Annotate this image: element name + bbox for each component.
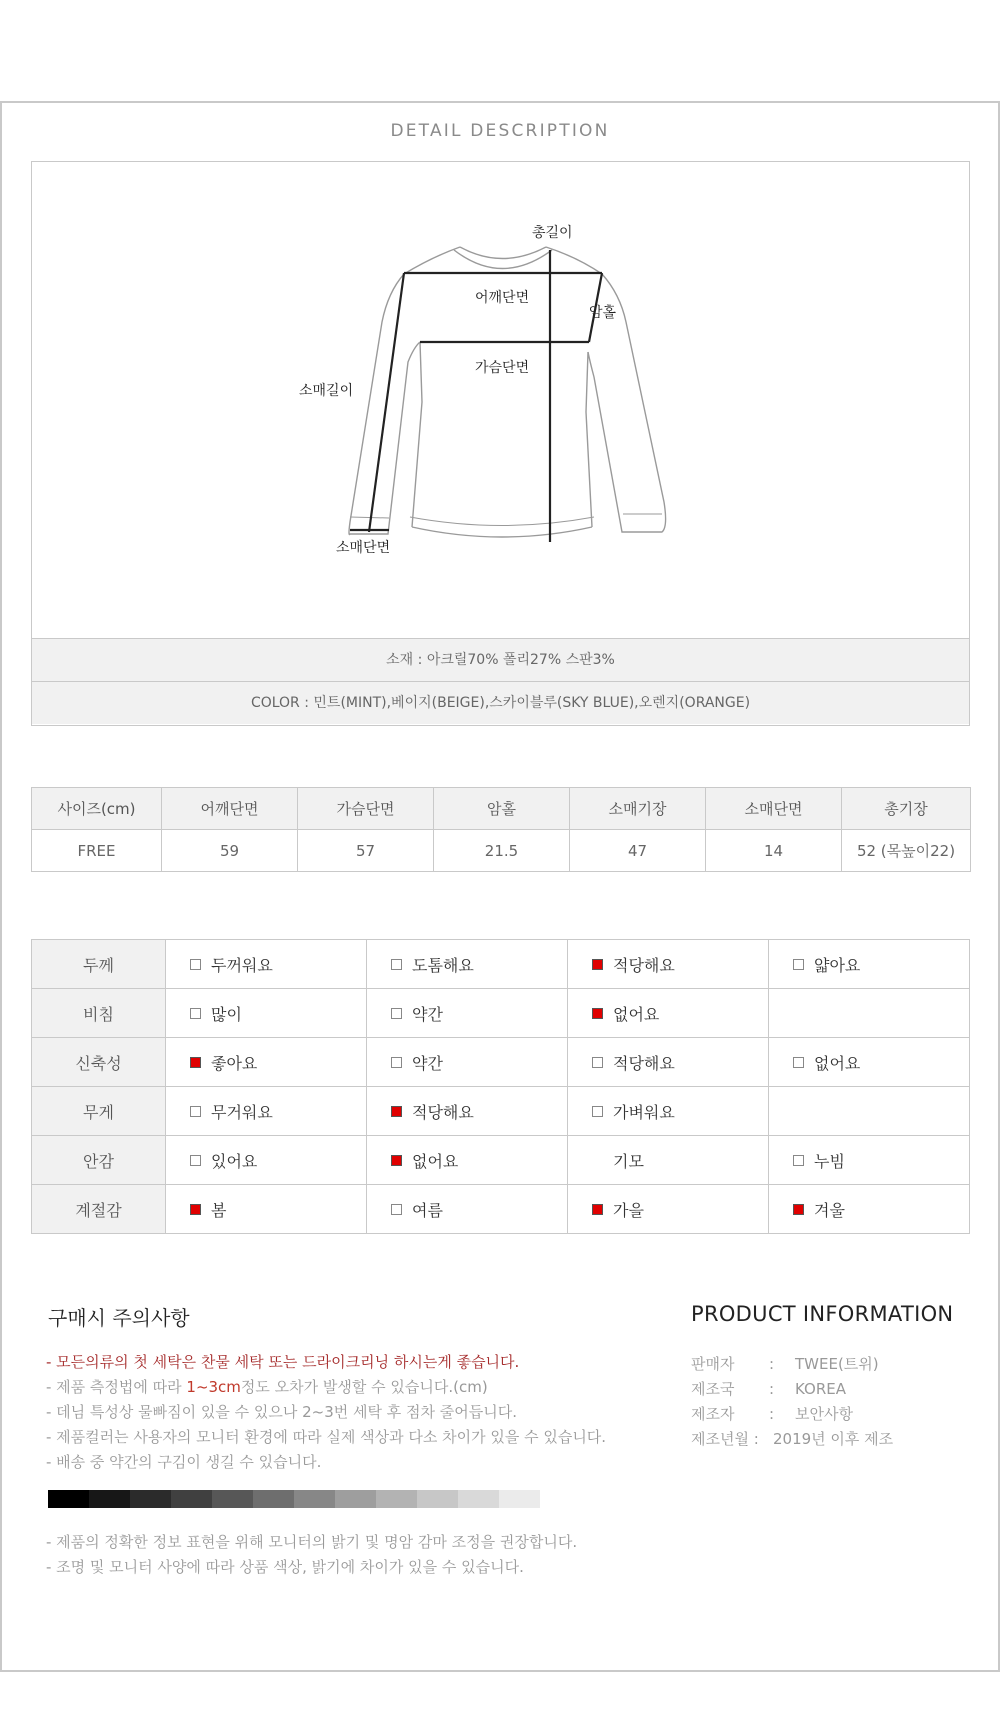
info-key: 제조자 [691,1405,735,1423]
size-cell: 47 [570,830,706,872]
notice-line: - 모든의류의 첫 세탁은 찬물 세탁 또는 드라이크리닝 하시는게 좋습니다. [46,1353,520,1371]
info-sep: : [769,1355,775,1373]
feel-option-label: 가을 [613,1200,644,1220]
feel-option[interactable] [367,1185,568,1234]
checkbox-icon[interactable] [391,1204,402,1215]
feel-option[interactable] [769,1136,970,1185]
product-info-list [691,1352,893,1452]
feel-option[interactable] [166,1136,367,1185]
feel-option-label: 누빔 [814,1151,845,1171]
checkbox-icon[interactable] [190,1155,201,1166]
notice-line: - 데님 특성상 물빠짐이 있을 수 있으나 2~3번 세탁 후 점차 줄어듭니다. [46,1403,518,1421]
checkbox-checked-icon[interactable] [592,959,603,970]
feel-option[interactable] [166,1185,367,1234]
feel-option-label: 약간 [412,1053,443,1073]
size-header-cell: 암홀 [434,788,570,830]
feel-option[interactable] [769,1038,970,1087]
feel-option[interactable] [166,1038,367,1087]
checkbox-icon[interactable] [190,1008,201,1019]
feel-option-label: 없어요 [412,1151,459,1171]
feel-option[interactable] [166,989,367,1038]
checkbox-checked-icon[interactable] [592,1008,603,1019]
gray-swatch [458,1490,499,1508]
feel-option-label: 도톰해요 [412,955,474,975]
size-cell: 52 (목높이22) [842,830,971,872]
gray-swatch [417,1490,458,1508]
notice-text: - 제품 측정법에 따라 [46,1378,187,1396]
feel-option-label: 없어요 [613,1004,660,1024]
feel-row-label: 신축성 [32,1038,166,1087]
feel-option-label: 많이 [211,1004,242,1024]
detail-title: DETAIL DESCRIPTION [390,121,610,141]
notice-line: - 제품컬러는 사용자의 모니터 환경에 따라 실제 색상과 다소 차이가 있을 수 있습니다. [46,1428,607,1446]
feel-option[interactable] [166,940,367,989]
checkbox-checked-icon[interactable] [391,1106,402,1117]
size-header-cell: 소매기장 [570,788,706,830]
info-sep: : [769,1380,775,1398]
feel-option-label: 여름 [412,1200,443,1220]
size-cell: 14 [706,830,842,872]
feel-option-label: 적당해요 [412,1102,474,1122]
feel-option-label: 적당해요 [613,955,675,975]
feel-option-label: 봄 [211,1200,227,1220]
feel-option[interactable] [568,1136,769,1185]
notice-title: 구매시 주의사항 [48,1306,190,1330]
info-value: TWEE(트위) [795,1355,879,1373]
gray-swatch [48,1490,89,1508]
feel-option[interactable] [166,1087,367,1136]
sweater-illustration [32,162,969,642]
monitor-note: - 조명 및 모니터 사양에 따라 상품 색상, 밝기에 차이가 있을 수 있습니다. [46,1558,524,1576]
size-cell: 57 [298,830,434,872]
feel-option-label: 약간 [412,1004,443,1024]
feel-row [32,989,970,1038]
feel-option[interactable] [367,1136,568,1185]
feel-row [32,940,970,989]
info-key: 제조국 [691,1380,735,1398]
feel-row [32,1087,970,1136]
checkbox-icon[interactable] [391,1008,402,1019]
notice-highlight: 1~3cm [186,1378,241,1396]
feel-option-label: 좋아요 [211,1053,258,1073]
feel-option-label: 얇아요 [814,955,861,975]
gray-swatch [335,1490,376,1508]
feel-row-label: 두께 [32,940,166,989]
feel-option[interactable] [568,1185,769,1234]
feel-option[interactable] [568,940,769,989]
gray-swatch [212,1490,253,1508]
size-cell: 59 [162,830,298,872]
notice-text: 정도 오차가 발생할 수 있습니다.(cm) [240,1378,488,1396]
feel-option [769,989,970,1038]
monitor-gray-scale [48,1490,540,1508]
checkbox-checked-icon[interactable] [592,1204,603,1215]
feel-option[interactable] [568,1087,769,1136]
feel-row-label: 계절감 [32,1185,166,1234]
info-key: 판매자 [691,1355,735,1373]
gray-swatch [89,1490,130,1508]
notice-line: - 배송 중 약간의 구김이 생길 수 있습니다. [46,1453,322,1471]
color-row: COLOR : 민트(MINT),베이지(BEIGE),스카이블루(SKY BLUE),오렌지(ORANGE) [32,681,969,724]
feel-row [32,1185,970,1234]
info-value: 2019년 이후 제조 [773,1430,894,1448]
notice-line [46,1375,606,1400]
feel-option-label: 두꺼워요 [211,955,273,975]
checkbox-icon[interactable] [391,959,402,970]
checkbox-icon[interactable] [592,1057,603,1068]
size-table [31,787,971,872]
feel-option[interactable] [367,1038,568,1087]
feel-option-label: 가벼워요 [613,1102,675,1122]
feel-option-label: 적당해요 [613,1053,675,1073]
size-cell: FREE [32,830,162,872]
checkbox-checked-icon[interactable] [190,1204,201,1215]
feel-option[interactable] [769,1185,970,1234]
feel-row [32,1038,970,1087]
feel-option[interactable] [367,989,568,1038]
fabric-feel-table [31,939,970,1234]
label-total-length: 총길이 [532,225,573,241]
feel-option[interactable] [367,1087,568,1136]
feel-option-label: 겨울 [814,1200,845,1220]
product-info-row [691,1402,893,1427]
feel-option-label: 기모 [613,1151,644,1171]
feel-option-label: 무거워요 [211,1102,273,1122]
feel-row-label: 무게 [32,1087,166,1136]
checkbox-checked-icon[interactable] [793,1204,804,1215]
measurement-diagram [31,161,970,726]
gray-swatch [171,1490,212,1508]
label-armhole: 암홀 [589,305,617,321]
feel-row-label: 비침 [32,989,166,1038]
info-value: KOREA [795,1380,846,1398]
info-key: 제조년월 : [691,1430,759,1448]
size-table-row [32,830,971,872]
feel-option [769,1087,970,1136]
checkbox-icon[interactable] [190,959,201,970]
label-shoulder: 어깨단면 [475,290,530,306]
gray-swatch [294,1490,335,1508]
product-info-title: PRODUCT INFORMATION [691,1302,954,1326]
checkbox-icon[interactable] [793,1155,804,1166]
product-info-row [691,1352,893,1377]
notice-list [46,1350,606,1475]
checkbox-checked-icon[interactable] [190,1057,201,1068]
size-header-cell: 가슴단면 [298,788,434,830]
feel-option[interactable] [568,1038,769,1087]
feel-option[interactable] [568,989,769,1038]
product-info-row [691,1377,893,1402]
gray-swatch [130,1490,171,1508]
label-chest: 가슴단면 [475,360,530,376]
gray-swatch [253,1490,294,1508]
feel-option[interactable] [769,940,970,989]
info-sep: : [769,1405,775,1423]
label-sleeve-width: 소매단면 [336,540,391,556]
monitor-note: - 제품의 정확한 정보 표현을 위해 모니터의 밝기 및 명암 감마 조정을 권장합니다. [46,1533,578,1551]
feel-row [32,1136,970,1185]
feel-option-label: 없어요 [814,1053,861,1073]
product-info-row [691,1427,893,1452]
size-header-cell: 총기장 [842,788,971,830]
info-value: 보안사항 [795,1405,853,1423]
monitor-notes [46,1530,577,1580]
feel-row-label: 안감 [32,1136,166,1185]
size-header-cell: 소매단면 [706,788,842,830]
checkbox-checked-icon[interactable] [391,1155,402,1166]
size-table-header [32,788,971,830]
checkbox-icon[interactable] [391,1057,402,1068]
gray-swatch [376,1490,417,1508]
material-row: 소재 : 아크릴70% 폴리27% 스판3% [32,638,969,681]
checkbox-icon[interactable] [190,1106,201,1117]
gray-swatch [499,1490,540,1508]
checkbox-icon[interactable] [592,1106,603,1117]
size-header-cell: 사이즈(cm) [32,788,162,830]
checkbox-icon[interactable] [793,959,804,970]
checkbox-icon[interactable] [793,1057,804,1068]
feel-option[interactable] [367,940,568,989]
size-cell: 21.5 [434,830,570,872]
feel-option-label: 있어요 [211,1151,258,1171]
label-sleeve-length: 소매길이 [299,383,354,399]
size-header-cell: 어깨단면 [162,788,298,830]
